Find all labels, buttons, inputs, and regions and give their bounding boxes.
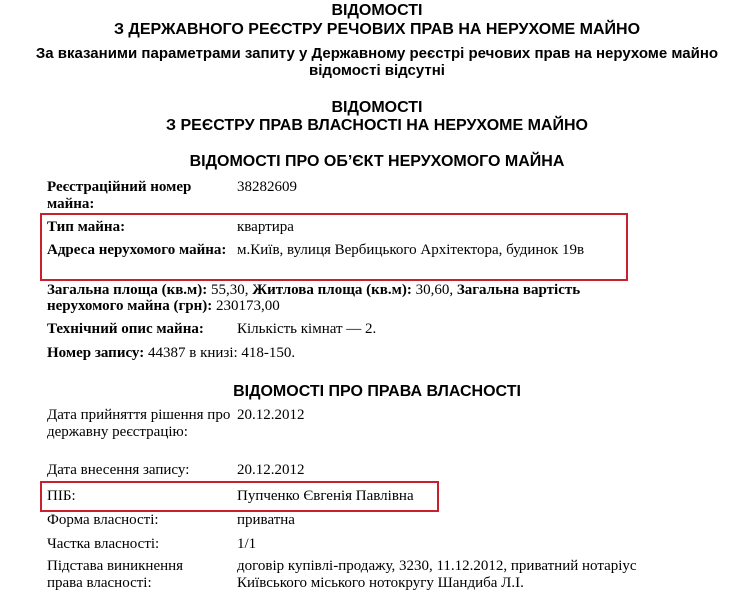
basis-label: Підстава виникнення права власності: <box>47 558 184 591</box>
total-value-value: 230173,00 <box>215 298 280 314</box>
object-heading: ВІДОМОСТІ ПРО ОБ’ЄКТ НЕРУХОМОГО МАЙНА <box>189 153 565 170</box>
entry-date-label: Дата внесення запису: <box>47 462 190 478</box>
title-line-2: З ДЕРЖАВНОГО РЕЄСТРУ РЕЧОВИХ ПРАВ НА НЕРУХОМЕ МАЙНО <box>113 21 641 38</box>
title-line-1: ВІДОМОСТІ <box>331 2 423 19</box>
basis-value-line-1: договір купівлі-продажу, 3230, 11.12.2012, приватний нотаріус <box>237 558 637 574</box>
type-value: квартира <box>237 219 294 235</box>
total-area-value: 55,30, <box>211 282 249 298</box>
form-label: Форма власності: <box>47 512 159 528</box>
total-area-label: Загальна площа (кв.м): <box>47 282 208 298</box>
area-line <box>47 282 580 299</box>
section2-title-line-1: ВІДОМОСТІ <box>331 99 423 116</box>
share-label: Частка власності: <box>47 536 160 552</box>
decision-date-value: 20.12.2012 <box>237 407 305 423</box>
name-label: ПІБ: <box>47 488 76 504</box>
reg-number-label: Реєстраційний номер майна: <box>47 179 192 212</box>
decision-date-label: Дата прийняття рішення про державну реєстрацію: <box>47 407 231 440</box>
tech-desc-label: Технічний опис майна: <box>47 321 204 337</box>
notice-line-2: відомості відсутні <box>309 62 445 79</box>
rights-heading: ВІДОМОСТІ ПРО ПРАВА ВЛАСНОСТІ <box>233 383 521 400</box>
total-value-label-part1: Загальна вартість <box>456 282 581 298</box>
address-value: м.Київ, вулиця Вербицького Архітектора, будинок 19в <box>237 242 585 258</box>
type-label: Тип майна: <box>47 219 126 235</box>
entry-date-value: 20.12.2012 <box>237 462 305 478</box>
living-area-value: 30,60, <box>415 282 454 298</box>
tech-desc-value: Кількість кімнат — 2. <box>237 321 377 337</box>
property-highlight-box <box>40 213 628 281</box>
reg-number-value: 38282609 <box>237 179 297 195</box>
record-label: Номер запису: <box>47 345 145 361</box>
record-value: 44387 в книзі: 418-150. <box>147 345 296 361</box>
living-area-label: Житлова площа (кв.м): <box>252 282 412 298</box>
owner-highlight-box <box>40 481 439 512</box>
value-line <box>47 298 280 315</box>
total-value-label-part2: нерухомого майна (грн): <box>47 298 213 314</box>
notice-line-1: За вказаними параметрами запиту у Державному реєстрі речових прав на нерухоме майно <box>35 45 719 62</box>
address-label: Адреса нерухомого майна: <box>47 242 227 258</box>
name-value: Пупченко Євгенія Павлівна <box>237 488 414 504</box>
record-line <box>47 345 295 362</box>
form-value: приватна <box>237 512 295 528</box>
basis-value-line-2: Київського міського нотокругу Шандиба Л.І. <box>237 575 524 591</box>
share-value: 1/1 <box>237 536 257 552</box>
section2-title-line-2: З РЕЄСТРУ ПРАВ ВЛАСНОСТІ НА НЕРУХОМЕ МАЙНО <box>166 117 588 134</box>
